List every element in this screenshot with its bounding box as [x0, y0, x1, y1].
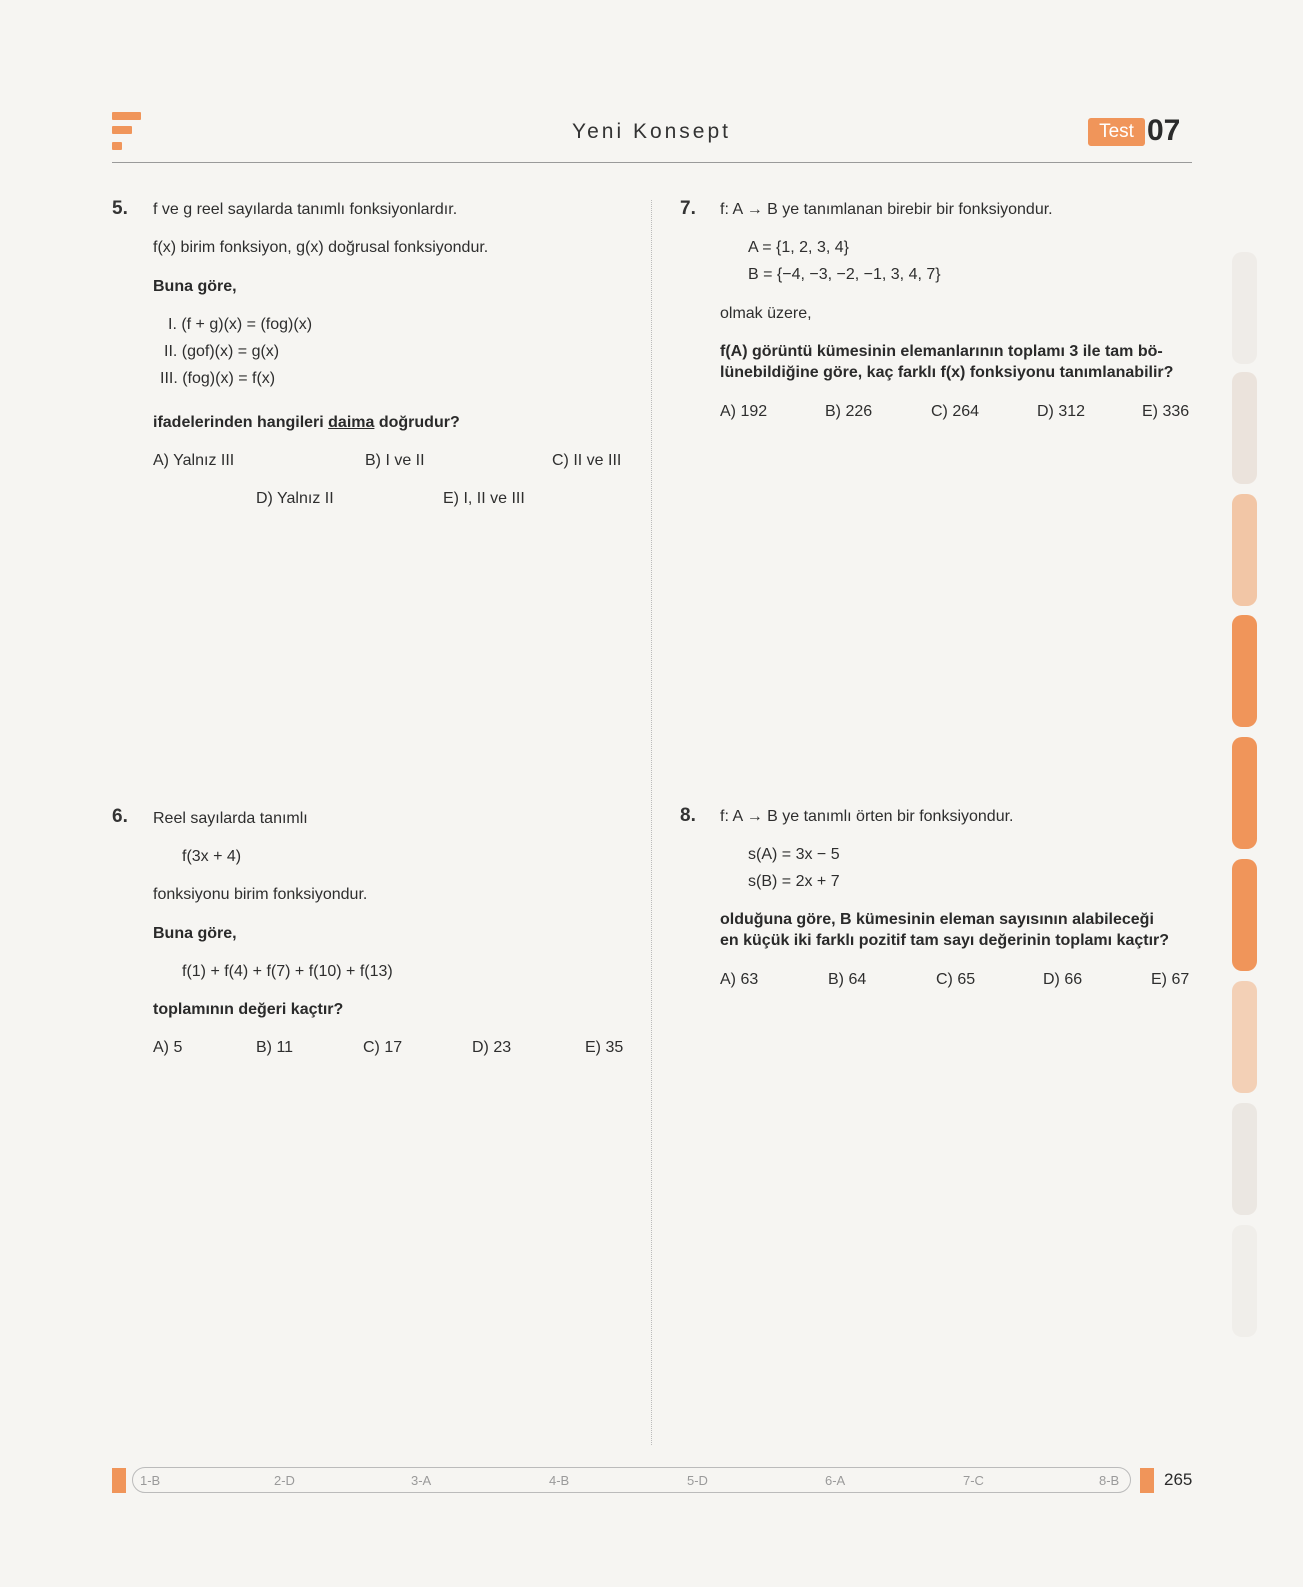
- question-number: 6.: [112, 806, 128, 827]
- footer-marker-right: [1140, 1468, 1154, 1493]
- question-stem-line2: en küçük iki farklı pozitif tam sayı değerinin toplamı kaçtır?: [720, 932, 1170, 949]
- option-d[interactable]: D) 23: [472, 1039, 512, 1056]
- option-b[interactable]: B) 226: [825, 403, 873, 420]
- option-c[interactable]: C) 65: [936, 971, 976, 988]
- question-stem: toplamının değeri kaçtır?: [153, 1001, 344, 1018]
- answer-key-item: 1-B: [140, 1473, 161, 1488]
- column-divider: [651, 200, 652, 1445]
- set-b: B = {−4, −3, −2, −1, 3, 4, 7}: [748, 266, 941, 283]
- statement-2: II. (gof)(x) = g(x): [164, 343, 280, 360]
- test-badge: Test: [1088, 118, 1145, 146]
- question-text: f: A → B ye tanımlanan birebir bir fonksiyondur.: [720, 201, 1053, 218]
- page-title: Yeni Konsept: [572, 120, 731, 143]
- set-b-count: s(B) = 2x + 7: [748, 873, 840, 890]
- section-tab[interactable]: [1232, 1225, 1257, 1337]
- question-number: 7.: [680, 198, 696, 219]
- option-b[interactable]: B) 11: [256, 1039, 294, 1056]
- option-a[interactable]: A) Yalnız III: [153, 452, 235, 469]
- option-b[interactable]: B) 64: [828, 971, 867, 988]
- section-tab[interactable]: [1232, 737, 1257, 849]
- set-a: A = {1, 2, 3, 4}: [748, 239, 849, 256]
- option-b[interactable]: B) I ve II: [365, 452, 425, 469]
- option-d[interactable]: D) Yalnız II: [256, 490, 334, 507]
- page-number: 265: [1164, 1470, 1193, 1489]
- option-c[interactable]: C) II ve III: [552, 452, 622, 469]
- question-stem-line2: lünebildiğine göre, kaç farklı f(x) fonksiyonu tanımlanabilir?: [720, 364, 1174, 381]
- section-tab[interactable]: [1232, 859, 1257, 971]
- header-divider: [112, 162, 1192, 163]
- option-a[interactable]: A) 63: [720, 971, 759, 988]
- option-c[interactable]: C) 264: [931, 403, 980, 420]
- section-tab[interactable]: [1232, 615, 1257, 727]
- statement-3: III. (fog)(x) = f(x): [160, 370, 276, 387]
- footer-marker-left: [112, 1468, 126, 1493]
- section-tab[interactable]: [1232, 1103, 1257, 1215]
- section-tab[interactable]: [1232, 372, 1257, 484]
- question-text: fonksiyonu birim fonksiyondur.: [153, 886, 368, 903]
- answer-key-item: 3-A: [411, 1473, 432, 1488]
- question-stem: ifadelerinden hangileri daima doğrudur?: [153, 414, 460, 431]
- answer-key-item: 6-A: [825, 1473, 846, 1488]
- set-a-count: s(A) = 3x − 5: [748, 846, 840, 863]
- option-d[interactable]: D) 66: [1043, 971, 1083, 988]
- option-e[interactable]: E) 336: [1142, 403, 1190, 420]
- question-number: 5.: [112, 198, 128, 219]
- sum-expression: f(1) + f(4) + f(7) + f(10) + f(13): [182, 963, 393, 980]
- option-a[interactable]: A) 192: [720, 403, 768, 420]
- option-e[interactable]: E) 67: [1151, 971, 1190, 988]
- answer-key-item: 7-C: [963, 1473, 984, 1488]
- question-number: 8.: [680, 805, 696, 826]
- statement-1: I. (f + g)(x) = (fog)(x): [168, 316, 313, 333]
- option-e[interactable]: E) I, II ve III: [443, 490, 525, 507]
- question-text: f(x) birim fonksiyon, g(x) doğrusal fonksiyondur.: [153, 239, 489, 256]
- emphasis-word: daima: [328, 414, 375, 431]
- answer-key-item: 5-D: [687, 1473, 708, 1488]
- answer-key-item: 8-B: [1099, 1473, 1120, 1488]
- answer-key-item: 2-D: [274, 1473, 295, 1488]
- answer-key-item: 4-B: [549, 1473, 570, 1488]
- section-tab[interactable]: [1232, 252, 1257, 364]
- test-number: 07: [1147, 114, 1181, 147]
- option-d[interactable]: D) 312: [1037, 403, 1086, 420]
- question-stem-line1: f(A) görüntü kümesinin elemanlarının toplamı 3 ile tam bö-: [720, 343, 1163, 360]
- question-stem-line1: olduğuna göre, B kümesinin eleman sayısının alabileceği: [720, 911, 1154, 928]
- question-text: f: A → B ye tanımlı örten bir fonksiyondur.: [720, 808, 1014, 825]
- question-text: olmak üzere,: [720, 305, 812, 322]
- question-text: Reel sayılarda tanımlı: [153, 810, 308, 827]
- section-tab[interactable]: [1232, 981, 1257, 1093]
- option-c[interactable]: C) 17: [363, 1039, 403, 1056]
- section-tab[interactable]: [1232, 494, 1257, 606]
- function-formula: f(3x + 4): [182, 848, 242, 865]
- option-e[interactable]: E) 35: [585, 1039, 624, 1056]
- option-a[interactable]: A) 5: [153, 1039, 183, 1056]
- question-text: f ve g reel sayılarda tanımlı fonksiyonlardır.: [153, 201, 458, 218]
- question-prompt: Buna göre,: [153, 925, 237, 942]
- question-prompt: Buna göre,: [153, 278, 237, 295]
